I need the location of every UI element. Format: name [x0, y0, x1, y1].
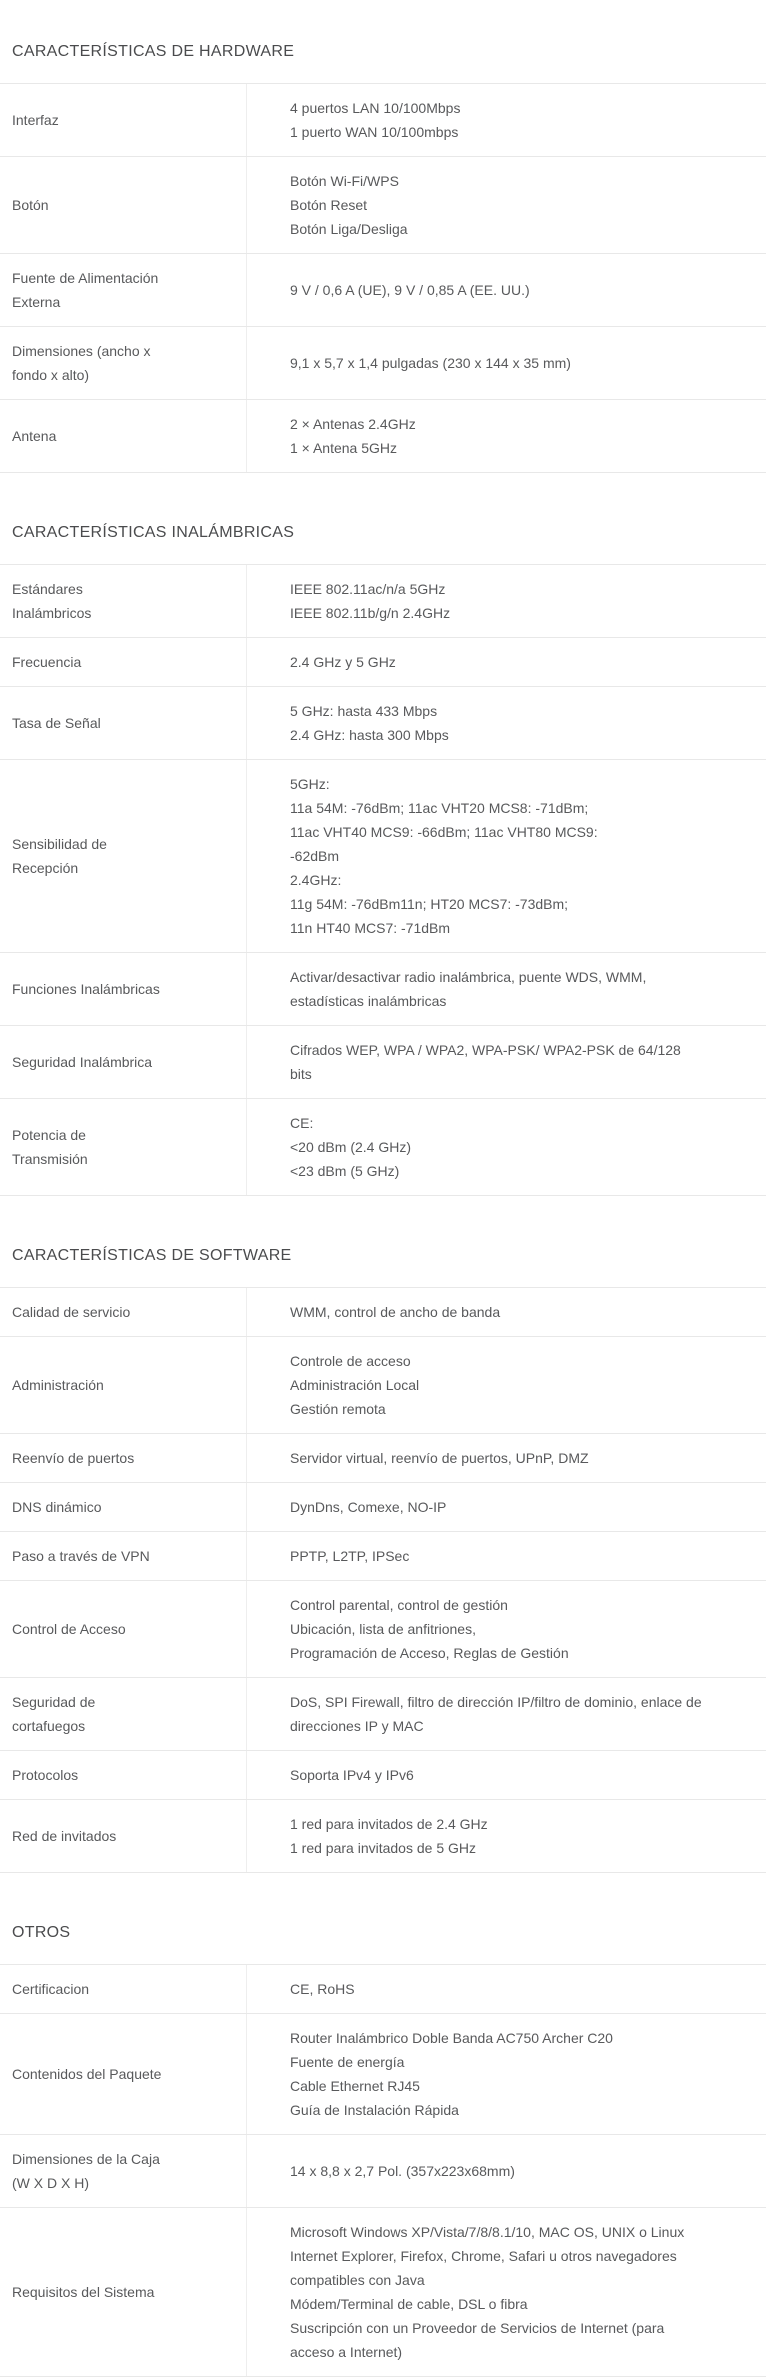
spec-text-line: Dimensiones de la Caja	[12, 2151, 160, 2167]
spec-text-line: (W X D X H)	[12, 2175, 89, 2191]
spec-label	[0, 1483, 247, 1531]
spec-label	[0, 1337, 247, 1433]
spec-text-line: Certificacion	[12, 1981, 90, 1997]
section-title: CARACTERÍSTICAS INALÁMBRICAS	[12, 524, 295, 541]
spec-text-line: WMM, control de ancho de banda	[290, 1304, 501, 1320]
spec-label	[0, 638, 247, 686]
spec-label	[0, 2014, 247, 2134]
spec-row	[0, 1434, 766, 1483]
spec-value	[247, 1337, 766, 1433]
spec-label	[0, 1026, 247, 1098]
spec-text-line: 5GHz:	[290, 776, 330, 792]
spec-text-line: Contenidos del Paquete	[12, 2066, 162, 2082]
spec-label	[0, 2135, 247, 2207]
spec-value	[247, 1288, 766, 1336]
spec-table	[0, 83, 766, 473]
spec-text-line: Funciones Inalámbricas	[12, 981, 160, 997]
spec-text-line: CE, RoHS	[290, 1981, 355, 1997]
spec-value	[247, 953, 766, 1025]
spec-text-line: DNS dinámico	[12, 1499, 102, 1515]
spec-text-line: fondo x alto)	[12, 367, 90, 383]
spec-value	[247, 84, 766, 156]
section-title: OTROS	[12, 1924, 71, 1941]
spec-section	[0, 1923, 766, 2377]
spec-text-line: 14 x 8,8 x 2,7 Pol. (357x223x68mm)	[290, 2163, 515, 2179]
spec-text-line: IEEE 802.11ac/n/a 5GHz	[290, 581, 446, 597]
spec-text-line: compatibles con Java	[290, 2272, 425, 2288]
spec-text-line: Administración	[12, 1377, 104, 1393]
spec-value	[247, 1026, 766, 1098]
spec-label	[0, 157, 247, 253]
spec-text-line: Calidad de servicio	[12, 1304, 131, 1320]
spec-table	[0, 1964, 766, 2377]
spec-label	[0, 1965, 247, 2013]
spec-text-line: 4 puertos LAN 10/100Mbps	[290, 100, 461, 116]
spec-text-line: DoS, SPI Firewall, filtro de dirección IP/filtro de dominio, enlace de	[290, 1694, 702, 1710]
spec-text-line: bits	[290, 1066, 312, 1082]
spec-text-line: Recepción	[12, 860, 79, 876]
spec-label	[0, 1434, 247, 1482]
spec-row	[0, 400, 766, 473]
spec-text-line: Control de Acceso	[12, 1621, 126, 1637]
spec-value	[247, 1099, 766, 1195]
spec-text-line: Tasa de Señal	[12, 715, 101, 731]
spec-row	[0, 565, 766, 638]
spec-label	[0, 2208, 247, 2376]
spec-table	[0, 1287, 766, 1873]
spec-text-line: 9,1 x 5,7 x 1,4 pulgadas (230 x 144 x 35 mm)	[290, 355, 571, 371]
spec-text-line: Reenvío de puertos	[12, 1450, 135, 1466]
spec-row	[0, 254, 766, 327]
spec-value	[247, 687, 766, 759]
spec-text-line: Fuente de Alimentación	[12, 270, 159, 286]
spec-text-line: Frecuencia	[12, 654, 82, 670]
spec-value	[247, 400, 766, 472]
spec-value	[247, 760, 766, 952]
spec-value	[247, 2208, 766, 2376]
spec-label	[0, 327, 247, 399]
spec-label	[0, 565, 247, 637]
spec-text-line: Módem/Terminal de cable, DSL o fibra	[290, 2296, 528, 2312]
spec-section	[0, 1246, 766, 1873]
spec-text-line: cortafuegos	[12, 1718, 86, 1734]
spec-text-line: Suscripción con un Proveedor de Servicios de Internet (para	[290, 2320, 665, 2336]
spec-text-line: Internet Explorer, Firefox, Chrome, Safari u otros navegadores	[290, 2248, 677, 2264]
spec-value	[247, 254, 766, 326]
spec-value	[247, 1751, 766, 1799]
spec-text-line: 11n HT40 MCS7: -71dBm	[290, 920, 451, 936]
spec-text-line: Botón Reset	[290, 197, 368, 213]
spec-row	[0, 1581, 766, 1678]
spec-text-line: Botón Wi-Fi/WPS	[290, 173, 399, 189]
spec-section	[0, 523, 766, 1196]
spec-row	[0, 1751, 766, 1800]
spec-label	[0, 400, 247, 472]
spec-label	[0, 1288, 247, 1336]
spec-text-line: Externa	[12, 294, 61, 310]
spec-value	[247, 1434, 766, 1482]
spec-value	[247, 1483, 766, 1531]
spec-text-line: Programación de Acceso, Reglas de Gestión	[290, 1645, 569, 1661]
spec-text-line: acceso a Internet)	[290, 2344, 403, 2360]
spec-value	[247, 2135, 766, 2207]
spec-row	[0, 638, 766, 687]
section-title: CARACTERÍSTICAS DE HARDWARE	[12, 43, 295, 60]
spec-text-line: direcciones IP y MAC	[290, 1718, 424, 1734]
spec-value	[247, 327, 766, 399]
spec-text-line: IEEE 802.11b/g/n 2.4GHz	[290, 605, 451, 621]
spec-text-line: Microsoft Windows XP/Vista/7/8/8.1/10, MAC OS, UNIX o Linux	[290, 2224, 685, 2240]
spec-text-line: 2.4 GHz: hasta 300 Mbps	[290, 727, 449, 743]
spec-row	[0, 1678, 766, 1751]
spec-label	[0, 1800, 247, 1872]
spec-row	[0, 157, 766, 254]
spec-value	[247, 638, 766, 686]
spec-text-line: Router Inalámbrico Doble Banda AC750 Archer C20	[290, 2030, 613, 2046]
spec-row	[0, 1800, 766, 1873]
spec-text-line: Soporta IPv4 y IPv6	[290, 1767, 414, 1783]
spec-text-line: 5 GHz: hasta 433 Mbps	[290, 703, 438, 719]
spec-text-line: Gestión remota	[290, 1401, 386, 1417]
spec-label	[0, 1751, 247, 1799]
spec-label	[0, 687, 247, 759]
spec-text-line: Cable Ethernet RJ45	[290, 2078, 420, 2094]
spec-text-line: Dimensiones (ancho x	[12, 343, 151, 359]
spec-label	[0, 1532, 247, 1580]
spec-text-line: CE:	[290, 1115, 314, 1131]
spec-value	[247, 1581, 766, 1677]
spec-row	[0, 1026, 766, 1099]
spec-text-line: 1 × Antena 5GHz	[290, 440, 398, 456]
spec-text-line: Activar/desactivar radio inalámbrica, puente WDS, WMM,	[290, 969, 647, 985]
spec-text-line: Botón Liga/Desliga	[290, 221, 408, 237]
spec-value	[247, 157, 766, 253]
spec-label	[0, 1099, 247, 1195]
spec-row	[0, 2014, 766, 2135]
spec-text-line: <20 dBm (2.4 GHz)	[290, 1139, 411, 1155]
spec-table	[0, 564, 766, 1196]
spec-label	[0, 1581, 247, 1677]
spec-text-line: Fuente de energía	[290, 2054, 405, 2070]
spec-text-line: Interfaz	[12, 112, 59, 128]
spec-text-line: Antena	[12, 428, 57, 444]
spec-text-line: Inalámbricos	[12, 605, 92, 621]
spec-section	[0, 42, 766, 473]
spec-value	[247, 1965, 766, 2013]
spec-row	[0, 327, 766, 400]
spec-label	[0, 1678, 247, 1750]
spec-row	[0, 84, 766, 157]
spec-value	[247, 1800, 766, 1872]
spec-text-line: -62dBm	[290, 848, 340, 864]
spec-row	[0, 1288, 766, 1337]
spec-label	[0, 953, 247, 1025]
spec-text-line: 1 red para invitados de 5 GHz	[290, 1840, 476, 1856]
spec-text-line: 9 V / 0,6 A (UE), 9 V / 0,85 A (EE. UU.)	[290, 282, 530, 298]
spec-text-line: 11a 54M: -76dBm; 11ac VHT20 MCS8: -71dBm;	[290, 800, 589, 816]
spec-row	[0, 2208, 766, 2377]
spec-text-line: Requisitos del Sistema	[12, 2284, 155, 2300]
spec-label	[0, 84, 247, 156]
spec-row	[0, 1483, 766, 1532]
spec-label	[0, 254, 247, 326]
spec-text-line: Seguridad Inalámbrica	[12, 1054, 153, 1070]
spec-text-line: 2.4 GHz y 5 GHz	[290, 654, 396, 670]
spec-row	[0, 1532, 766, 1581]
spec-text-line: Transmisión	[12, 1151, 88, 1167]
spec-value	[247, 2014, 766, 2134]
spec-text-line: estadísticas inalámbricas	[290, 993, 447, 1009]
spec-text-line: 2 × Antenas 2.4GHz	[290, 416, 416, 432]
spec-text-line: Seguridad de	[12, 1694, 96, 1710]
spec-text-line: Servidor virtual, reenvío de puertos, UPnP, DMZ	[290, 1450, 589, 1466]
spec-text-line: Potencia de	[12, 1127, 86, 1143]
spec-text-line: Protocolos	[12, 1767, 79, 1783]
spec-text-line: <23 dBm (5 GHz)	[290, 1163, 400, 1179]
spec-text-line: Sensibilidad de	[12, 836, 107, 852]
spec-text-line: Guía de Instalación Rápida	[290, 2102, 459, 2118]
spec-text-line: Red de invitados	[12, 1828, 117, 1844]
spec-text-line: 1 puerto WAN 10/100mbps	[290, 124, 459, 140]
spec-row	[0, 953, 766, 1026]
spec-label	[0, 760, 247, 952]
spec-text-line: DynDns, Comexe, NO-IP	[290, 1499, 447, 1515]
spec-value	[247, 1678, 766, 1750]
spec-row	[0, 1965, 766, 2014]
spec-row	[0, 760, 766, 953]
spec-text-line: 1 red para invitados de 2.4 GHz	[290, 1816, 488, 1832]
spec-text-line: 2.4GHz:	[290, 872, 342, 888]
spec-text-line: Administración Local	[290, 1377, 420, 1393]
spec-text-line: PPTP, L2TP, IPSec	[290, 1548, 410, 1564]
spec-value	[247, 565, 766, 637]
spec-sections	[0, 42, 766, 2377]
section-title: CARACTERÍSTICAS DE SOFTWARE	[12, 1247, 292, 1264]
spec-text-line: Control parental, control de gestión	[290, 1597, 508, 1613]
spec-text-line: Estándares	[12, 581, 83, 597]
spec-text-line: 11g 54M: -76dBm11n; HT20 MCS7: -73dBm;	[290, 896, 569, 912]
spec-row	[0, 1099, 766, 1196]
spec-text-line: Botón	[12, 197, 49, 213]
spec-text-line: Ubicación, lista de anfitriones,	[290, 1621, 476, 1637]
spec-text-line: Controle de acceso	[290, 1353, 411, 1369]
spec-text-line: Cifrados WEP, WPA / WPA2, WPA-PSK/ WPA2-PSK de 64/128	[290, 1042, 681, 1058]
spec-value	[247, 1532, 766, 1580]
spec-text-line: 11ac VHT40 MCS9: -66dBm; 11ac VHT80 MCS9:	[290, 824, 598, 840]
spec-row	[0, 1337, 766, 1434]
spec-row	[0, 687, 766, 760]
spec-text-line: Paso a través de VPN	[12, 1548, 150, 1564]
spec-row	[0, 2135, 766, 2208]
